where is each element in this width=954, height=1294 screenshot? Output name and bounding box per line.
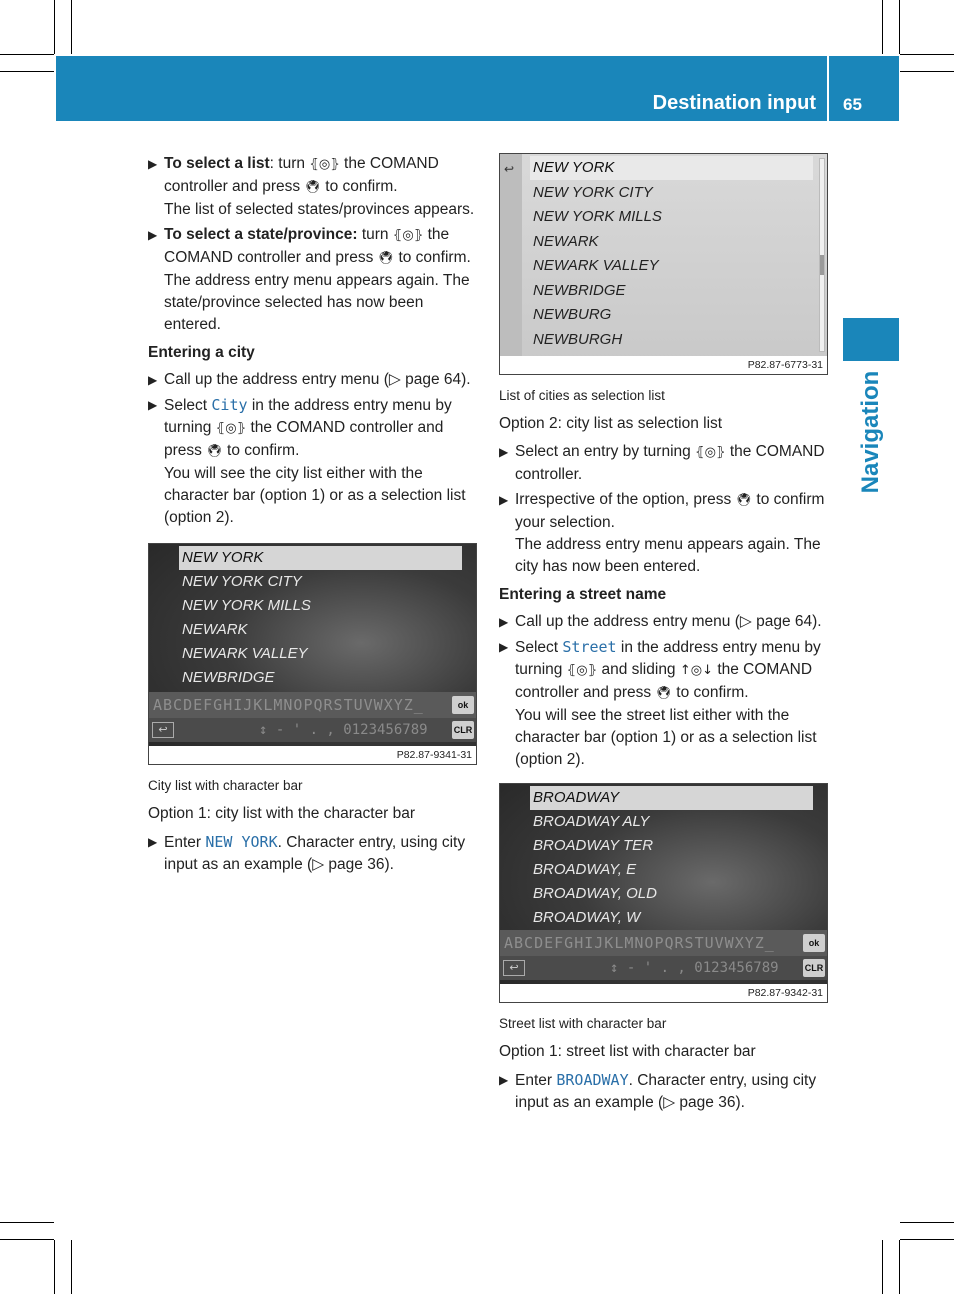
crop-mark bbox=[54, 0, 55, 54]
result-text: You will see the city list either with the character bar (option 1) or as a selection list (option 2). bbox=[164, 465, 466, 526]
instruction-item bbox=[148, 394, 478, 529]
list-row: NEW YORK CITY bbox=[533, 184, 653, 201]
text: . Character entry, using city input as an example (▷ page 36). bbox=[164, 834, 466, 873]
bullet-arrow-icon: ▶ bbox=[499, 493, 509, 507]
text: to confirm. bbox=[671, 684, 749, 701]
header-divider bbox=[827, 56, 829, 121]
character-bar-letters: ABCDEFGHIJKLMNOPQRSTUVWXYZ_ bbox=[153, 696, 424, 714]
list-side-strip bbox=[500, 154, 522, 356]
bold-lead: To select a state/province: bbox=[164, 226, 358, 243]
list-row: NEWARK bbox=[182, 621, 248, 638]
option-text: Option 2: city list as selection list bbox=[499, 415, 723, 432]
figure-caption: City list with character bar bbox=[148, 778, 303, 793]
text: the COMAND controller and press bbox=[164, 155, 439, 195]
crop-mark bbox=[0, 71, 54, 72]
instruction-text: Call up the address entry menu (▷ page 64). bbox=[515, 613, 822, 630]
menu-term: City bbox=[211, 396, 248, 414]
crop-mark bbox=[0, 1222, 54, 1223]
text: : turn bbox=[269, 155, 310, 172]
back-icon: ↩ bbox=[152, 722, 174, 738]
crop-mark bbox=[900, 71, 954, 72]
list-row: NEW YORK bbox=[530, 156, 813, 180]
text: in the address entry menu by turning bbox=[164, 397, 452, 436]
side-tab-label: Navigation bbox=[857, 370, 884, 494]
scrollbar bbox=[819, 158, 825, 352]
text: Enter bbox=[515, 1072, 557, 1089]
list-row: NEWARK VALLEY bbox=[182, 645, 308, 662]
character-bar-digits: ↕ - ' . , 0123456789 bbox=[610, 960, 779, 976]
ok-button: ok bbox=[452, 696, 474, 714]
list-row: NEWBRIDGE bbox=[533, 282, 626, 299]
screenshot-city-selection-list bbox=[499, 153, 828, 375]
section-heading: Entering a street name bbox=[499, 586, 667, 603]
list-row: BROADWAY, E bbox=[533, 861, 637, 878]
list-row: NEW YORK bbox=[179, 546, 462, 570]
instruction-item bbox=[499, 636, 829, 771]
crop-mark bbox=[900, 1239, 954, 1240]
character-bar-letters: ABCDEFGHIJKLMNOPQRSTUVWXYZ_ bbox=[504, 934, 775, 952]
scrollbar-thumb bbox=[820, 255, 824, 275]
crop-mark bbox=[882, 1240, 883, 1294]
press-controller-icon: 🖲 bbox=[735, 493, 753, 508]
figure-ref: P82.87-6773-31 bbox=[500, 356, 827, 374]
ok-button: ok bbox=[803, 934, 825, 952]
option-text: Option 1: city list with the character bar bbox=[148, 805, 416, 822]
character-bar-secondary bbox=[149, 718, 476, 742]
press-controller-icon: 🖲 bbox=[206, 444, 223, 459]
figure-ref: P82.87-9341-31 bbox=[149, 746, 476, 764]
list-row: NEWARK bbox=[533, 233, 599, 250]
instruction-text bbox=[164, 224, 478, 270]
text: the COMAND controller and press bbox=[515, 661, 813, 701]
instruction-text bbox=[515, 636, 829, 705]
clr-button: CLR bbox=[452, 721, 474, 739]
character-bar bbox=[149, 692, 476, 718]
text: Irrespective of the option, press bbox=[515, 491, 736, 508]
crop-mark bbox=[0, 1239, 54, 1240]
list-row: BROADWAY bbox=[530, 786, 813, 810]
press-controller-icon: 🖲 bbox=[304, 180, 321, 195]
bold-lead: To select a list bbox=[164, 155, 270, 172]
crop-mark bbox=[0, 54, 54, 55]
bullet-arrow-icon: ▶ bbox=[499, 445, 509, 459]
result-text: The list of selected states/provinces appears. bbox=[164, 201, 475, 218]
section-title: Destination input bbox=[652, 92, 816, 114]
rotate-controller-icon: ⦃◎⦄ bbox=[695, 445, 726, 460]
rotate-controller-icon: ⦃◎⦄ bbox=[566, 663, 598, 678]
text: turn bbox=[357, 226, 393, 243]
text: to confirm. bbox=[320, 178, 398, 195]
instruction-text bbox=[164, 394, 478, 463]
instruction-text bbox=[515, 489, 829, 534]
slide-controller-icon: ↑◎↓ bbox=[679, 663, 714, 678]
clr-button: CLR bbox=[803, 959, 825, 977]
bullet-arrow-icon: ▶ bbox=[499, 640, 509, 654]
instruction-item bbox=[499, 441, 829, 486]
list-row: NEWBURGH bbox=[533, 331, 623, 348]
text: Enter bbox=[164, 834, 206, 851]
crop-mark bbox=[899, 1240, 900, 1294]
instruction-text: Call up the address entry menu (▷ page 64). bbox=[164, 371, 471, 388]
instruction-text bbox=[164, 153, 478, 199]
menu-term: BROADWAY bbox=[556, 1071, 629, 1089]
list-row: NEW YORK MILLS bbox=[182, 597, 311, 614]
crop-mark bbox=[900, 1222, 954, 1223]
list-row: NEWARK VALLEY bbox=[533, 257, 659, 274]
text: Select bbox=[515, 639, 563, 656]
crop-mark bbox=[54, 1240, 55, 1294]
rotate-controller-icon: ⦃◎⦄ bbox=[392, 228, 424, 243]
text: to confirm. bbox=[222, 442, 300, 459]
bullet-arrow-icon: ▶ bbox=[148, 157, 158, 171]
crop-mark bbox=[900, 54, 954, 55]
back-icon: ↩ bbox=[503, 960, 525, 976]
page-number: 65 bbox=[843, 95, 862, 114]
list-row: NEWBURG bbox=[533, 306, 612, 323]
instruction-item bbox=[148, 224, 478, 336]
character-bar-secondary bbox=[500, 956, 827, 980]
press-controller-icon: 🖲 bbox=[377, 251, 395, 266]
bullet-arrow-icon: ▶ bbox=[148, 228, 158, 242]
character-bar-digits: ↕ - ' . , 0123456789 bbox=[259, 722, 428, 738]
bullet-arrow-icon: ▶ bbox=[148, 835, 158, 849]
instruction-item bbox=[148, 369, 478, 391]
character-bar bbox=[500, 930, 827, 956]
crop-mark bbox=[899, 0, 900, 54]
crop-mark bbox=[71, 1240, 72, 1294]
list-row: BROADWAY TER bbox=[533, 837, 654, 854]
list-row: BROADWAY, W bbox=[533, 909, 641, 926]
text: . Character entry, using city input as an example (▷ page 36). bbox=[515, 1072, 817, 1111]
bullet-arrow-icon: ▶ bbox=[148, 373, 158, 387]
instruction-item bbox=[499, 611, 829, 633]
text: and sliding bbox=[597, 661, 680, 678]
figure-ref: P82.87-9342-31 bbox=[500, 984, 827, 1002]
instruction-item bbox=[148, 153, 478, 221]
text: the COMAND controller and press bbox=[164, 419, 444, 459]
menu-term: Street bbox=[562, 638, 617, 656]
text: to confirm. bbox=[394, 249, 471, 266]
right-column bbox=[499, 153, 829, 1117]
crop-mark bbox=[882, 0, 883, 54]
press-controller-icon: 🖲 bbox=[655, 686, 672, 701]
text: the COMAND controller and press bbox=[164, 226, 450, 266]
crop-mark bbox=[71, 0, 72, 54]
screenshot-street-charbar bbox=[499, 783, 828, 1003]
bullet-arrow-icon: ▶ bbox=[499, 1073, 509, 1087]
screenshot-city-charbar bbox=[148, 543, 477, 765]
rotate-controller-icon: ⦃◎⦄ bbox=[215, 421, 247, 436]
figure-caption: List of cities as selection list bbox=[499, 388, 665, 403]
list-row: BROADWAY ALY bbox=[533, 813, 650, 830]
result-text: You will see the street list either with the character bar (option 1) or as a selection list (option 2). bbox=[515, 707, 817, 768]
list-row: NEW YORK MILLS bbox=[533, 208, 662, 225]
text: in the address entry menu by turning bbox=[515, 639, 821, 678]
left-column bbox=[148, 153, 478, 879]
bullet-arrow-icon: ▶ bbox=[499, 615, 509, 629]
bullet-arrow-icon: ▶ bbox=[148, 398, 158, 412]
figure-caption: Street list with character bar bbox=[499, 1016, 667, 1031]
instruction-item bbox=[148, 831, 478, 876]
result-text: The address entry menu appears again. The city has now been entered. bbox=[515, 536, 821, 575]
instruction-text bbox=[515, 441, 829, 486]
page-header bbox=[56, 56, 899, 121]
instruction-text bbox=[515, 1069, 829, 1114]
section-heading: Entering a city bbox=[148, 344, 255, 361]
list-row: BROADWAY, OLD bbox=[533, 885, 657, 902]
list-row: NEWBRIDGE bbox=[182, 669, 275, 686]
option-text: Option 1: street list with character bar bbox=[499, 1043, 756, 1060]
text: Select bbox=[164, 397, 212, 414]
text: to confirm your selection. bbox=[515, 491, 825, 531]
rotate-controller-icon: ⦃◎⦄ bbox=[309, 157, 340, 172]
instruction-text bbox=[164, 831, 478, 876]
list-row: NEW YORK CITY bbox=[182, 573, 302, 590]
side-tab-block bbox=[843, 318, 899, 361]
menu-term: NEW YORK bbox=[205, 833, 278, 851]
back-icon: ↩ bbox=[504, 162, 515, 176]
instruction-item bbox=[499, 1069, 829, 1114]
text: Select an entry by turning bbox=[515, 443, 696, 460]
result-text: The address entry menu appears again. The state/province selected has now been entered. bbox=[164, 272, 470, 333]
instruction-item bbox=[499, 489, 829, 578]
text: the COMAND controller. bbox=[515, 443, 825, 483]
